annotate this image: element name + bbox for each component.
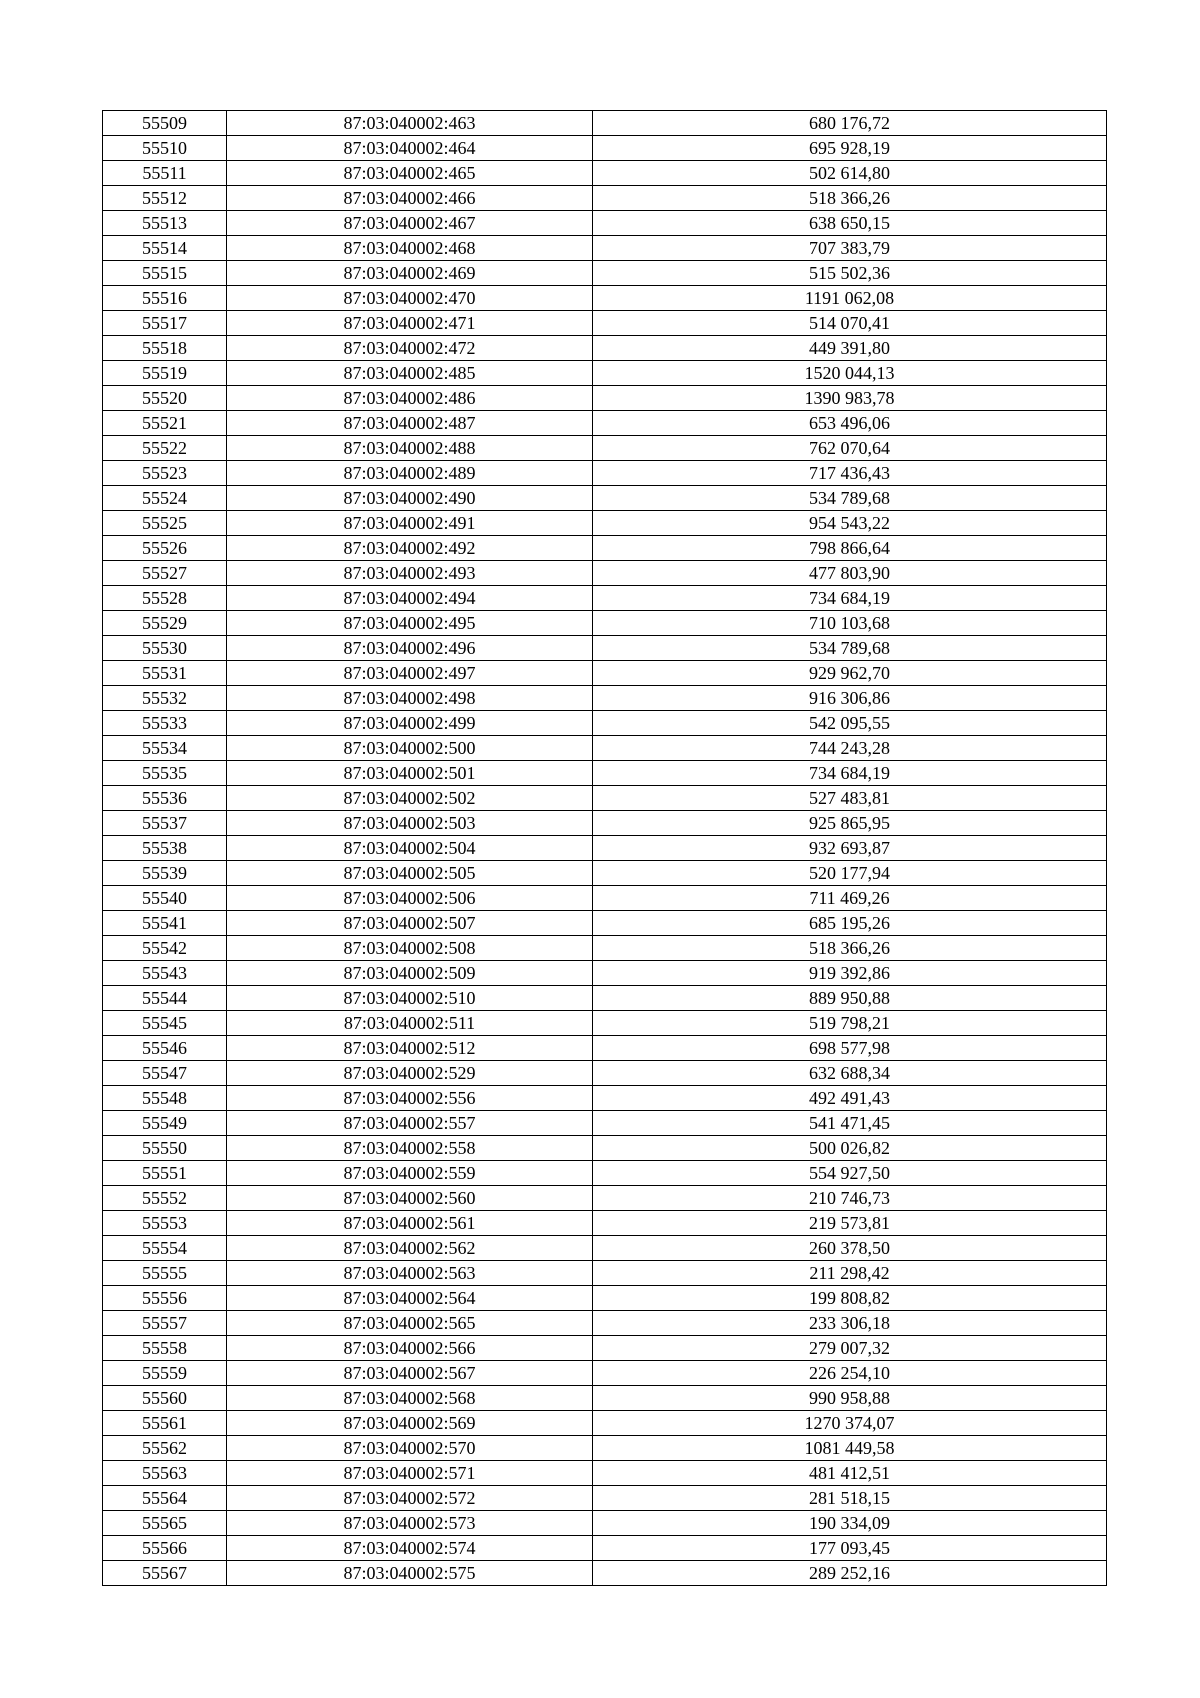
cadastral-number-cell: 87:03:040002:493 — [227, 561, 593, 586]
value-cell: 925 865,95 — [593, 811, 1107, 836]
table-row — [103, 561, 1107, 586]
cadastral-number-cell: 87:03:040002:558 — [227, 1136, 593, 1161]
row-number-cell: 55550 — [103, 1136, 227, 1161]
row-number-cell: 55554 — [103, 1236, 227, 1261]
value-cell: 1081 449,58 — [593, 1436, 1107, 1461]
table-row — [103, 1161, 1107, 1186]
value-cell: 1520 044,13 — [593, 361, 1107, 386]
cadastral-number-cell: 87:03:040002:485 — [227, 361, 593, 386]
value-cell: 734 684,19 — [593, 761, 1107, 786]
row-number-cell: 55520 — [103, 386, 227, 411]
value-cell: 734 684,19 — [593, 586, 1107, 611]
row-number-cell: 55567 — [103, 1561, 227, 1586]
value-cell: 500 026,82 — [593, 1136, 1107, 1161]
value-cell: 520 177,94 — [593, 861, 1107, 886]
table-row — [103, 511, 1107, 536]
value-cell: 744 243,28 — [593, 736, 1107, 761]
data-table — [102, 110, 1107, 1586]
value-cell: 449 391,80 — [593, 336, 1107, 361]
cadastral-number-cell: 87:03:040002:495 — [227, 611, 593, 636]
table-row — [103, 1261, 1107, 1286]
row-number-cell: 55538 — [103, 836, 227, 861]
value-cell: 632 688,34 — [593, 1061, 1107, 1086]
cadastral-number-cell: 87:03:040002:468 — [227, 236, 593, 261]
table-row — [103, 386, 1107, 411]
row-number-cell: 55545 — [103, 1011, 227, 1036]
row-number-cell: 55511 — [103, 161, 227, 186]
row-number-cell: 55546 — [103, 1036, 227, 1061]
cadastral-number-cell: 87:03:040002:494 — [227, 586, 593, 611]
table-row — [103, 861, 1107, 886]
value-cell: 477 803,90 — [593, 561, 1107, 586]
row-number-cell: 55547 — [103, 1061, 227, 1086]
row-number-cell: 55510 — [103, 136, 227, 161]
cadastral-number-cell: 87:03:040002:572 — [227, 1486, 593, 1511]
cadastral-number-cell: 87:03:040002:571 — [227, 1461, 593, 1486]
cadastral-number-cell: 87:03:040002:574 — [227, 1536, 593, 1561]
row-number-cell: 55541 — [103, 911, 227, 936]
cadastral-number-cell: 87:03:040002:559 — [227, 1161, 593, 1186]
table-row — [103, 986, 1107, 1011]
table-row — [103, 1186, 1107, 1211]
row-number-cell: 55509 — [103, 111, 227, 136]
cadastral-number-cell: 87:03:040002:505 — [227, 861, 593, 886]
cadastral-number-cell: 87:03:040002:503 — [227, 811, 593, 836]
value-cell: 226 254,10 — [593, 1361, 1107, 1386]
row-number-cell: 55536 — [103, 786, 227, 811]
row-number-cell: 55557 — [103, 1311, 227, 1336]
value-cell: 916 306,86 — [593, 686, 1107, 711]
value-cell: 481 412,51 — [593, 1461, 1107, 1486]
table-row — [103, 1561, 1107, 1586]
value-cell: 990 958,88 — [593, 1386, 1107, 1411]
row-number-cell: 55542 — [103, 936, 227, 961]
value-cell: 199 808,82 — [593, 1286, 1107, 1311]
row-number-cell: 55532 — [103, 686, 227, 711]
value-cell: 541 471,45 — [593, 1111, 1107, 1136]
value-cell: 534 789,68 — [593, 636, 1107, 661]
row-number-cell: 55537 — [103, 811, 227, 836]
row-number-cell: 55544 — [103, 986, 227, 1011]
table-row — [103, 186, 1107, 211]
table-body — [103, 111, 1107, 1586]
table-row — [103, 436, 1107, 461]
row-number-cell: 55533 — [103, 711, 227, 736]
table-row — [103, 486, 1107, 511]
cadastral-number-cell: 87:03:040002:500 — [227, 736, 593, 761]
row-number-cell: 55564 — [103, 1486, 227, 1511]
cadastral-number-cell: 87:03:040002:573 — [227, 1511, 593, 1536]
cadastral-number-cell: 87:03:040002:467 — [227, 211, 593, 236]
value-cell: 554 927,50 — [593, 1161, 1107, 1186]
cadastral-number-cell: 87:03:040002:511 — [227, 1011, 593, 1036]
cadastral-number-cell: 87:03:040002:491 — [227, 511, 593, 536]
cadastral-number-cell: 87:03:040002:487 — [227, 411, 593, 436]
table-row — [103, 1036, 1107, 1061]
row-number-cell: 55555 — [103, 1261, 227, 1286]
value-cell: 515 502,36 — [593, 261, 1107, 286]
cadastral-number-cell: 87:03:040002:567 — [227, 1361, 593, 1386]
row-number-cell: 55518 — [103, 336, 227, 361]
value-cell: 638 650,15 — [593, 211, 1107, 236]
cadastral-number-cell: 87:03:040002:470 — [227, 286, 593, 311]
row-number-cell: 55522 — [103, 436, 227, 461]
cadastral-number-cell: 87:03:040002:570 — [227, 1436, 593, 1461]
row-number-cell: 55530 — [103, 636, 227, 661]
value-cell: 210 746,73 — [593, 1186, 1107, 1211]
value-cell: 514 070,41 — [593, 311, 1107, 336]
table-row — [103, 1111, 1107, 1136]
value-cell: 518 366,26 — [593, 936, 1107, 961]
table-row — [103, 111, 1107, 136]
table-row — [103, 636, 1107, 661]
row-number-cell: 55566 — [103, 1536, 227, 1561]
table-row — [103, 1336, 1107, 1361]
table-row — [103, 1411, 1107, 1436]
cadastral-number-cell: 87:03:040002:506 — [227, 886, 593, 911]
value-cell: 762 070,64 — [593, 436, 1107, 461]
cadastral-number-cell: 87:03:040002:507 — [227, 911, 593, 936]
cadastral-number-cell: 87:03:040002:556 — [227, 1086, 593, 1111]
row-number-cell: 55512 — [103, 186, 227, 211]
cadastral-number-cell: 87:03:040002:569 — [227, 1411, 593, 1436]
cadastral-number-cell: 87:03:040002:563 — [227, 1261, 593, 1286]
row-number-cell: 55531 — [103, 661, 227, 686]
table-row — [103, 961, 1107, 986]
cadastral-number-cell: 87:03:040002:469 — [227, 261, 593, 286]
table-row — [103, 1486, 1107, 1511]
value-cell: 698 577,98 — [593, 1036, 1107, 1061]
table-row — [103, 686, 1107, 711]
row-number-cell: 55524 — [103, 486, 227, 511]
row-number-cell: 55523 — [103, 461, 227, 486]
cadastral-number-cell: 87:03:040002:499 — [227, 711, 593, 736]
value-cell: 707 383,79 — [593, 236, 1107, 261]
table-row — [103, 711, 1107, 736]
row-number-cell: 55548 — [103, 1086, 227, 1111]
table-row — [103, 461, 1107, 486]
row-number-cell: 55540 — [103, 886, 227, 911]
row-number-cell: 55559 — [103, 1361, 227, 1386]
value-cell: 695 928,19 — [593, 136, 1107, 161]
row-number-cell: 55521 — [103, 411, 227, 436]
table-row — [103, 811, 1107, 836]
row-number-cell: 55517 — [103, 311, 227, 336]
cadastral-number-cell: 87:03:040002:509 — [227, 961, 593, 986]
cadastral-number-cell: 87:03:040002:512 — [227, 1036, 593, 1061]
table-row — [103, 536, 1107, 561]
cadastral-number-cell: 87:03:040002:496 — [227, 636, 593, 661]
table-row — [103, 1286, 1107, 1311]
value-cell: 919 392,86 — [593, 961, 1107, 986]
table-row — [103, 1311, 1107, 1336]
cadastral-number-cell: 87:03:040002:504 — [227, 836, 593, 861]
cadastral-number-cell: 87:03:040002:575 — [227, 1561, 593, 1586]
table-row — [103, 736, 1107, 761]
cadastral-number-cell: 87:03:040002:490 — [227, 486, 593, 511]
table-row — [103, 1011, 1107, 1036]
table-row — [103, 661, 1107, 686]
cadastral-number-cell: 87:03:040002:497 — [227, 661, 593, 686]
value-cell: 1191 062,08 — [593, 286, 1107, 311]
value-cell: 889 950,88 — [593, 986, 1107, 1011]
value-cell: 190 334,09 — [593, 1511, 1107, 1536]
row-number-cell: 55514 — [103, 236, 227, 261]
value-cell: 685 195,26 — [593, 911, 1107, 936]
table-row — [103, 1536, 1107, 1561]
cadastral-number-cell: 87:03:040002:565 — [227, 1311, 593, 1336]
row-number-cell: 55561 — [103, 1411, 227, 1436]
cadastral-number-cell: 87:03:040002:465 — [227, 161, 593, 186]
table-row — [103, 236, 1107, 261]
table-row — [103, 1086, 1107, 1111]
value-cell: 177 093,45 — [593, 1536, 1107, 1561]
value-cell: 711 469,26 — [593, 886, 1107, 911]
table-row — [103, 1511, 1107, 1536]
table-row — [103, 1361, 1107, 1386]
table-row — [103, 1386, 1107, 1411]
value-cell: 653 496,06 — [593, 411, 1107, 436]
row-number-cell: 55563 — [103, 1461, 227, 1486]
row-number-cell: 55560 — [103, 1386, 227, 1411]
row-number-cell: 55562 — [103, 1436, 227, 1461]
value-cell: 211 298,42 — [593, 1261, 1107, 1286]
table-row — [103, 1436, 1107, 1461]
value-cell: 279 007,32 — [593, 1336, 1107, 1361]
table-row — [103, 611, 1107, 636]
row-number-cell: 55552 — [103, 1186, 227, 1211]
row-number-cell: 55519 — [103, 361, 227, 386]
row-number-cell: 55543 — [103, 961, 227, 986]
value-cell: 233 306,18 — [593, 1311, 1107, 1336]
cadastral-number-cell: 87:03:040002:561 — [227, 1211, 593, 1236]
table-row — [103, 336, 1107, 361]
row-number-cell: 55515 — [103, 261, 227, 286]
value-cell: 534 789,68 — [593, 486, 1107, 511]
value-cell: 710 103,68 — [593, 611, 1107, 636]
value-cell: 1270 374,07 — [593, 1411, 1107, 1436]
row-number-cell: 55553 — [103, 1211, 227, 1236]
value-cell: 518 366,26 — [593, 186, 1107, 211]
cadastral-number-cell: 87:03:040002:568 — [227, 1386, 593, 1411]
cadastral-number-cell: 87:03:040002:489 — [227, 461, 593, 486]
row-number-cell: 55556 — [103, 1286, 227, 1311]
value-cell: 219 573,81 — [593, 1211, 1107, 1236]
value-cell: 519 798,21 — [593, 1011, 1107, 1036]
table-row — [103, 1461, 1107, 1486]
row-number-cell: 55516 — [103, 286, 227, 311]
cadastral-number-cell: 87:03:040002:498 — [227, 686, 593, 711]
cadastral-number-cell: 87:03:040002:488 — [227, 436, 593, 461]
table-row — [103, 586, 1107, 611]
cadastral-number-cell: 87:03:040002:560 — [227, 1186, 593, 1211]
row-number-cell: 55525 — [103, 511, 227, 536]
value-cell: 798 866,64 — [593, 536, 1107, 561]
value-cell: 929 962,70 — [593, 661, 1107, 686]
cadastral-number-cell: 87:03:040002:529 — [227, 1061, 593, 1086]
cadastral-number-cell: 87:03:040002:510 — [227, 986, 593, 1011]
row-number-cell: 55527 — [103, 561, 227, 586]
table-row — [103, 211, 1107, 236]
cadastral-number-cell: 87:03:040002:508 — [227, 936, 593, 961]
value-cell: 492 491,43 — [593, 1086, 1107, 1111]
cadastral-number-cell: 87:03:040002:464 — [227, 136, 593, 161]
table-row — [103, 161, 1107, 186]
table-row — [103, 311, 1107, 336]
row-number-cell: 55565 — [103, 1511, 227, 1536]
cadastral-number-cell: 87:03:040002:557 — [227, 1111, 593, 1136]
value-cell: 281 518,15 — [593, 1486, 1107, 1511]
row-number-cell: 55529 — [103, 611, 227, 636]
row-number-cell: 55513 — [103, 211, 227, 236]
table-row — [103, 911, 1107, 936]
value-cell: 289 252,16 — [593, 1561, 1107, 1586]
cadastral-number-cell: 87:03:040002:562 — [227, 1236, 593, 1261]
value-cell: 502 614,80 — [593, 161, 1107, 186]
row-number-cell: 55539 — [103, 861, 227, 886]
row-number-cell: 55526 — [103, 536, 227, 561]
table-row — [103, 136, 1107, 161]
cadastral-number-cell: 87:03:040002:472 — [227, 336, 593, 361]
table-row — [103, 786, 1107, 811]
cadastral-number-cell: 87:03:040002:502 — [227, 786, 593, 811]
table-row — [103, 761, 1107, 786]
cadastral-number-cell: 87:03:040002:463 — [227, 111, 593, 136]
table-row — [103, 1236, 1107, 1261]
table-row — [103, 1136, 1107, 1161]
table-row — [103, 836, 1107, 861]
row-number-cell: 55549 — [103, 1111, 227, 1136]
value-cell: 542 095,55 — [593, 711, 1107, 736]
value-cell: 717 436,43 — [593, 461, 1107, 486]
table-row — [103, 886, 1107, 911]
value-cell: 680 176,72 — [593, 111, 1107, 136]
value-cell: 932 693,87 — [593, 836, 1107, 861]
table-row — [103, 1211, 1107, 1236]
cadastral-number-cell: 87:03:040002:566 — [227, 1336, 593, 1361]
row-number-cell: 55535 — [103, 761, 227, 786]
row-number-cell: 55551 — [103, 1161, 227, 1186]
table-row — [103, 361, 1107, 386]
value-cell: 1390 983,78 — [593, 386, 1107, 411]
table-row — [103, 286, 1107, 311]
row-number-cell: 55528 — [103, 586, 227, 611]
cadastral-number-cell: 87:03:040002:564 — [227, 1286, 593, 1311]
table-row — [103, 936, 1107, 961]
value-cell: 260 378,50 — [593, 1236, 1107, 1261]
value-cell: 527 483,81 — [593, 786, 1107, 811]
table-row — [103, 261, 1107, 286]
row-number-cell: 55534 — [103, 736, 227, 761]
cadastral-number-cell: 87:03:040002:471 — [227, 311, 593, 336]
cadastral-number-cell: 87:03:040002:466 — [227, 186, 593, 211]
table-row — [103, 1061, 1107, 1086]
cadastral-number-cell: 87:03:040002:501 — [227, 761, 593, 786]
cadastral-number-cell: 87:03:040002:486 — [227, 386, 593, 411]
value-cell: 954 543,22 — [593, 511, 1107, 536]
table-row — [103, 411, 1107, 436]
row-number-cell: 55558 — [103, 1336, 227, 1361]
cadastral-number-cell: 87:03:040002:492 — [227, 536, 593, 561]
